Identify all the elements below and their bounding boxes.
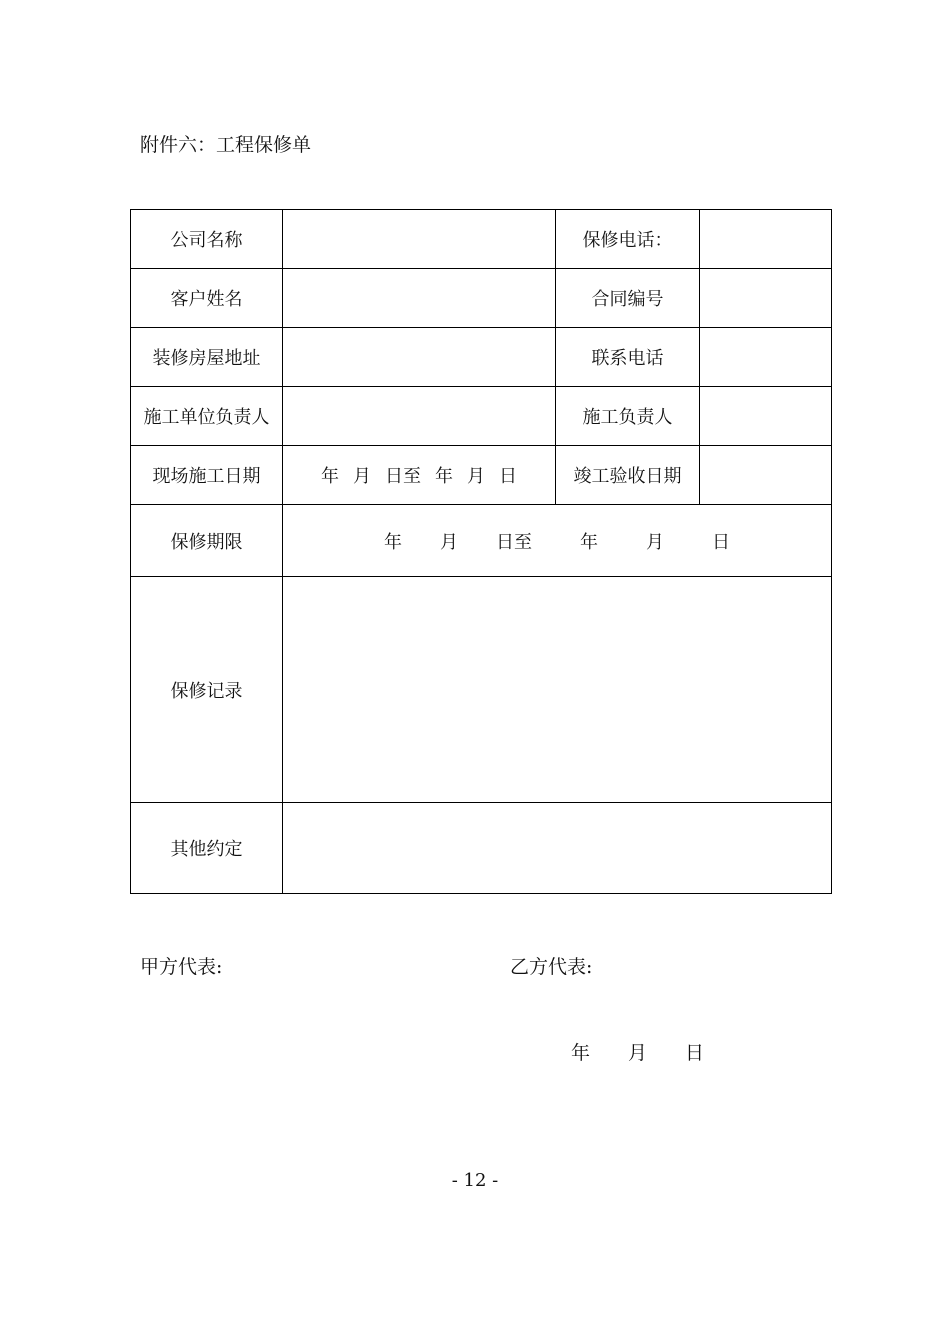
phone-label: 联系电话 [556, 328, 700, 387]
warranty-form [130, 209, 832, 894]
warranty-year-start: 年 [384, 531, 402, 553]
contract-field[interactable] [700, 269, 832, 328]
other-terms-label: 其他约定 [131, 803, 283, 894]
acceptance-date-field[interactable] [700, 446, 832, 505]
party-b-signature: 乙方代表: [510, 956, 593, 978]
form-row-dates [131, 446, 832, 505]
form-row-address [131, 328, 832, 387]
site-manager-field[interactable] [700, 387, 832, 446]
warranty-day-end: 日 [712, 531, 730, 553]
site-date-day-end: 日 [499, 466, 517, 487]
warranty-month-start: 月 [440, 531, 458, 553]
company-label: 公司名称 [131, 210, 283, 269]
form-row-customer [131, 269, 832, 328]
site-date-field[interactable] [283, 446, 556, 505]
form-row-company [131, 210, 832, 269]
page-number: - 12 - [451, 1170, 499, 1191]
warranty-record-field[interactable] [283, 577, 832, 803]
signature-day: 日 [685, 1042, 705, 1064]
site-date-month-end: 月 [467, 466, 485, 487]
warranty-year-end: 年 [580, 531, 598, 553]
warranty-term-label: 保修期限 [131, 505, 283, 577]
customer-label: 客户姓名 [131, 269, 283, 328]
address-field[interactable] [283, 328, 556, 387]
phone-field[interactable] [700, 328, 832, 387]
signature-date [571, 1038, 704, 1065]
warranty-term-field[interactable] [283, 505, 832, 577]
other-terms-field[interactable] [283, 803, 832, 894]
hotline-label: 保修电话： [556, 210, 700, 269]
form-row-managers [131, 387, 832, 446]
site-date-year-start: 年 [321, 466, 339, 487]
site-date-year-end: 年 [435, 466, 453, 487]
form-row-warranty-term [131, 505, 832, 577]
hotline-field[interactable] [700, 210, 832, 269]
acceptance-date-label: 竣工验收日期 [556, 446, 700, 505]
form-row-other [131, 803, 832, 894]
site-manager-label: 施工负责人 [556, 387, 700, 446]
signature-month: 月 [628, 1042, 648, 1064]
site-date-month-start: 月 [353, 466, 371, 487]
signature-year: 年 [571, 1042, 591, 1064]
company-field[interactable] [283, 210, 556, 269]
party-a-signature: 甲方代表: [140, 956, 223, 978]
unit-manager-field[interactable] [283, 387, 556, 446]
customer-field[interactable] [283, 269, 556, 328]
site-date-label: 现场施工日期 [131, 446, 283, 505]
unit-manager-label: 施工单位负责人 [131, 387, 283, 446]
contract-label: 合同编号 [556, 269, 700, 328]
warranty-record-label: 保修记录 [131, 577, 283, 803]
address-label: 装修房屋地址 [131, 328, 283, 387]
warranty-month-end: 月 [646, 531, 664, 553]
document-title: 附件六：工程保修单 [140, 134, 312, 156]
form-row-record [131, 577, 832, 803]
warranty-day-start: 日至 [496, 531, 532, 553]
site-date-day-start: 日至 [385, 466, 421, 487]
